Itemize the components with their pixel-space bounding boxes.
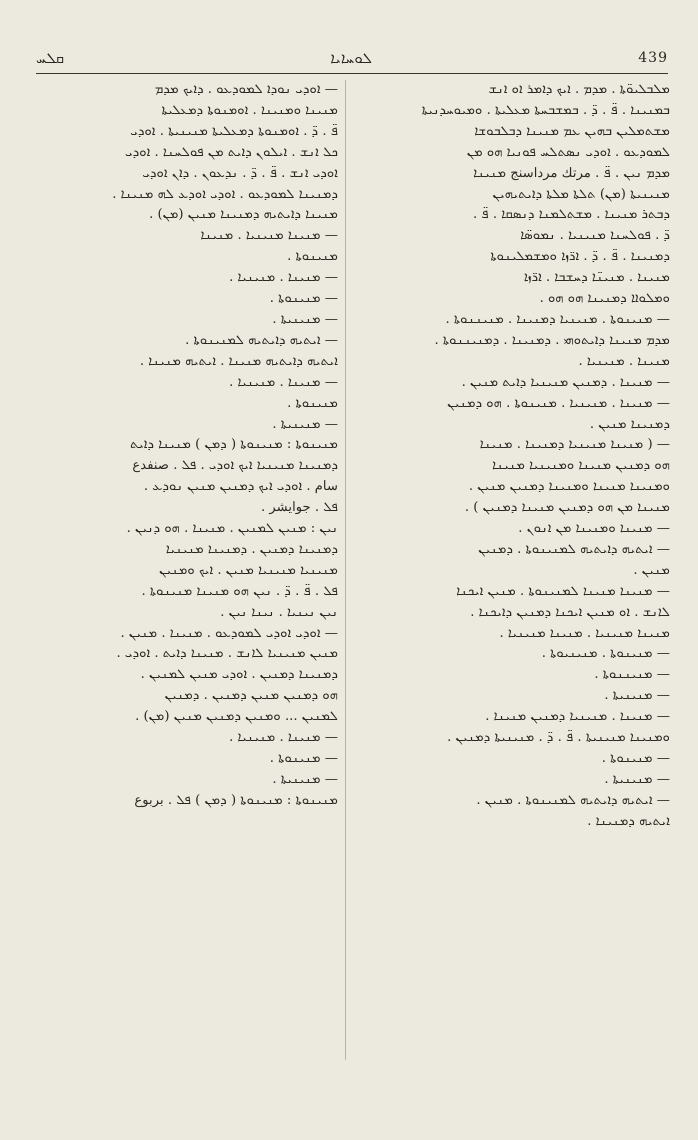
text-line: — ܡܢܝܢܘܬܐ . ܡܢܝܢܝܐ ܕܡܢܝܢܐ . ܡܢܝܢܢܘܬܐ . (445, 311, 670, 327)
text-line: ܠܡܢܝܢ ... ܘܡܢܝܢ ܕܡܢܝܢ ܡܢܝܢ (ܡܢ) . (135, 709, 338, 725)
text-line: — ܡܢܝܢܝܬܐ . (272, 771, 338, 787)
column-divider (345, 80, 346, 1060)
text-line: — ܡܢܝܢܐ . ܡܢܝܢܝܐ . ܡܢܝܢܘܬܐ . ܗܘ ܕܡܢܝܢ (447, 395, 670, 411)
text-line: ܡܢܝܢܝܐ ܡܢܝܢܝܐ ܡܢܝܢ . ܐܝܟ ܘܡܢܝܢ (159, 562, 338, 578)
text-line: — ܡܢܝܢܘܬܐ . (601, 751, 670, 766)
text-line: — ܐܝܬܝܗ ܕܐܝܬܝܗ ܠܡܢܝܢܘܬܐ . ܕܡܢܝܢ (478, 541, 670, 557)
text-line: — ܡܢܝܢܐ ܡܢܝܢܐ ܠܡܢܝܢܘܬܐ . ܡܢܝܢ ܐܝܟܢܐ (456, 583, 670, 599)
text-line: ܠܐܢܫ . ܐܘ ܡܢܝܢ ܐܝܟܢܐ ܕܡܢܝܢ ܕܐܝܟܢܐ . (470, 604, 670, 620)
text-line: — ܡܢܝܢܢܘܬܐ . (594, 667, 670, 683)
page-number: 439 (638, 50, 668, 66)
text-line: ܡܢܝܢܝܬܐ (ܡܢ) ܬܠܬܐ ܡܠܬܐ ܕܐܝܬܝܗܝܢ (492, 186, 670, 202)
text-line: ܕ̈ . ܦܘܠܚܢܐ ܡܢܝܢܝܐ . ܢܡܘܣ̈ܐ (520, 228, 670, 244)
text-line: ܡܢܝܢܐ . ܡܢܝܢܝܐ . (578, 353, 670, 369)
text-line: ܗܘ ܕܡܢܝܢ ܡܢܝܢ ܕܡܢܝܢ . ܕܡܢܝܢ (164, 688, 338, 704)
text-line: سام . ܐܘܕܝ ܐܝܟ ܕܡܢܝܢ ܡܢܝܢ ܢܘܕܥ . (143, 479, 338, 495)
text-line: ܕܡܢܝܢܐ . ܦ̈ . ܕ̈ . ܐܪ̈ܙܐ ܘܡܫܡܠܝܢܘܬܐ (490, 249, 670, 265)
text-line: ܐܝܬܝܗ ܕܐܝܬܝܗ ܡܢܝܢܐ . ܐܝܬܝܗ ܡܢܝܢܐ . (139, 353, 338, 369)
text-line: — ܡܢܝܢܐ ܡܢܝܢܝܐ . ܡܢܝܢܐ (200, 228, 338, 244)
text-line: ܡܢܝܢܘܬܐ : ܡܢܝܢܘܬܐ ( ܕܡܢ ) ܦܠ . بربوع (134, 792, 338, 808)
text-line: — ܡܢܝܢܘܬܐ . (269, 291, 338, 307)
text-line: ܡܢܝܢܘܬܐ . (287, 395, 338, 411)
text-line: — ܐܝܬܝܗ ܕܐܝܬܝܗ ܠܡܢܝܢܘܬܐ . (185, 332, 338, 348)
text-line: ܘܡܢܝܢܐ ܡܢܝܢܐ ܘܡܢܝܢܐ ܕܡܢܝܢ ܡܢܝܢ . (468, 479, 670, 495)
text-line: ܡܢܝܢܐ ܡܢ ܗܘ ܕܡܢܝܢ ܡܢܝܢܐ ܕܡܢܝܢ ) . (464, 500, 670, 516)
text-line: — ܡܢܝܢܐ . ܡܢܝܢܝܐ . (229, 730, 338, 746)
text-line: — ܡܢܝܢܝܬܐ . (604, 771, 670, 787)
text-line: ܢܝܢ ܢܝܢܝܐ . ܢܝܢܐ ܢܝܢ . (220, 604, 338, 620)
text-line: ܡܢܝܢܐ ܡܢܝܢܝܐ . ܡܢܝܢܐ ܡܢܝܢܝܐ . (499, 625, 670, 641)
text-line: ܠܡܘܕܥܘ . ܐܘܕܝ ܢܣܬܠܚ ܦܘܢܝܐ ܗܘ ܡܢ (466, 144, 670, 160)
text-line: — ܡܢܝܢܐ ܘܡܢܝܢܐ ܡܢ ܐܢܘܢ . (518, 521, 670, 537)
text-line: ܢܝܢ : ܡܢܝܢ ܠܡܢܝܢ . ܡܢܝܢܐ . ܗܘ ܕܢܝܢ . (126, 521, 338, 537)
header-left-word: ܩܠܚ (36, 49, 65, 67)
text-line: — ܐܝܬܝܗ ܕܐܝܬܝܗ ܠܡܢܝܢܘܬܐ . ܡܢܝܢ . (476, 792, 670, 808)
text-line: — ܡܢܝܢܝܬܐ . (272, 416, 338, 432)
text-line: ܦܠ . جوايشر . (260, 500, 338, 516)
text-line: ܕܡܢܝܢܐ ܕܡܢܝܢ . ܕܡܢܝܢܐ ܡܢܝܢܝܐ (165, 541, 338, 557)
text-line: ܡܫܬܡܠܝܢ ܒܗܝܢ ܥܡ ܡܢܝܢܐ ܕܒܠܒܘܫܐ (474, 123, 670, 139)
text-line: — ܡܢܝܢܝܬܐ . (604, 688, 670, 704)
text-line: — ܡܢܝܢܘܬܐ . (269, 751, 338, 766)
text-line: — ܡܢܝܢܐ . ܡܢܝܢܝܐ . (229, 270, 338, 286)
text-line: — ܡܢܝܢܐ . ܡܢܝܢܝܐ . (229, 374, 338, 390)
text-line: — ܡܢܝܢܝܬܐ . (272, 311, 338, 327)
text-line: ܘܡܠܘܐܐ ܕܡܢܝܢܐ ܗܘ ܗܘ . (539, 291, 670, 307)
text-line: ܘܡܢܝܢܐ ܡܢܝܢܝܬܐ . ܦ̈ . ܕ̈ . ܡܢܝܢܝܬܐ ܕܡܢܝܢ . (447, 730, 670, 746)
text-line: ܐܘܕܝ ܐܢܫ . ܦ̈ . ܕ̈ . ܢܕܥܘܢ . ܕܐܢ ܐܘܕܝ (142, 165, 338, 181)
text-line: — ܡܢܝܢܐ . ܕܡܢܝܢ ܡܢܝܢܝܐ ܕܐܝܬ ܡܢܝܢ . (461, 374, 670, 390)
text-line: ܕܡܢܝܢܐ ܠܡܘܕܥܘ . ܐܘܕܝ ܐܘܕܥ ܠܗ ܡܢܝܢܐ . (112, 186, 338, 202)
text-line: ܕܡܢܝܢܐ ܡܢܝܢ . (589, 416, 670, 432)
right-column (354, 80, 670, 833)
text-line: ܟܠ ܐܢܫ . ܐܝܠܘܢ ܕܐܝܬ ܡܢ ܦܘܠܚܢܐ . ܐܘܕܝ (125, 144, 338, 160)
text-line: ܡܕܡ ܢܝܢ . ܦ̈ . مرتك مرداسنج ܡܢܝܢܐ (473, 165, 670, 181)
text-line: — ܐܘܕܝ ܐܘܕܝ ܠܡܘܕܥܘ . ܡܢܝܢܐ . ܡܢܝܢ . (120, 625, 338, 641)
text-line: ܡܢܝܢ ܡܢܝܢܝܐ ܠܐܢܫ . ܡܢܝܢܐ ܕܐܝܬ . ܐܘܕܝ . (116, 646, 338, 662)
text-line: ܕܒܬܪ ܡܢܝܢܐ . ܡܫܬܠܡܢܐ ܕܢܣܩܐ . ܦ̈ . (473, 207, 670, 223)
text-line: ܒܡܢܝܢܐ . ܦ̈ . ܕ̈ . ܒܡܫܒܚܬܐ ܡܥܠܝܬܐ . ܘܡܝܘܚܕܢܝܬܐ (421, 102, 670, 118)
text-line: ܡܠܒܠܝܘ̈ܬܐ . ܡܕܡ . ܐܝܟ ܕܐܡܪ ܐܘ ܐܢܫ (488, 82, 670, 97)
text-line: ܡܢܝܢ . (633, 562, 670, 578)
header-title: ܠܘܚܐܝܐ (330, 49, 372, 67)
text-line: ܡܢܝܢܘܬܐ . (287, 249, 338, 265)
text-line: — ܡܢܝܢܐ . ܡܢܝܢܝܐ ܕܡܢܝܢ ܡܢܝܢܐ . (485, 709, 670, 725)
text-line: — ܐܘܕܝ ܢܘܕܐ ܠܡܘܕܥܘ . ܕܐܝܟ ܡܕܡ (154, 82, 338, 97)
text-line: ܡܢܝܢܘܬܐ : ܡܢܝܢܘܬܐ ( ܕܡܢ ) ܡܢܝܢܐ ܕܐܝܬ (130, 437, 338, 453)
text-line: — ܡܢܝܢܘܬܐ . ܡܢܝܢܝܘܬܐ . (541, 646, 670, 662)
text-line: ܡܢܝܢܐ ܕܐܝܬܝܗ ܕܡܢܝܢܐ ܡܢܝܢ (ܡܢ) . (149, 207, 338, 223)
text-line: ܦ̈ . ܕ̈ . ܐܘܡܢܘܬܐ ܕܡܥܠܝܬܐ ܡܢܝܢܝܬܐ . ܐܘܕܝ (130, 123, 338, 139)
text-line: — ( ܡܢܝܢܐ ܡܢܝܢܝܐ ܕܡܢܝܢܐ . ܡܢܝܢܐ (479, 437, 670, 453)
header-rule (36, 73, 668, 74)
text-line: ܕܡܢܝܢܐ ܡܢܝܢܝܐ ܐܝܟ ܐܘܕܝ . ܦܠ . صنفدع (132, 458, 338, 474)
text-line: ܐܝܬܝܗ ܕܡܢܝܢܐ . (587, 813, 670, 829)
running-header (36, 46, 668, 70)
text-line: ܡܢܝܢܐ ܘܡܢܝܢܐ . ܐܘܡܢܘܬܐ ܕܡܥܠܝܬܐ (161, 102, 338, 118)
text-line: ܕܡܢܝܢܐ ܕܡܢܝܢ . ܐܘܕܝ ܡܢܝܢ ܠܡܢܝܢ . (140, 667, 338, 683)
text-line: ܦܠ . ܦ̈ . ܕ̈ . ܢܝܢ ܗܘ ܡܢܝܢܐ ܡܢܝܢܘܬܐ . (141, 583, 338, 599)
left-column (38, 80, 338, 812)
text-line: ܡܢܝܢܐ . ܡܢܝܢ̈ܐ ܕܚܫܒܐ . ܐܪ̈ܙܐ (523, 270, 670, 286)
text-line: ܗܘ ܕܡܢܝܢ ܡܢܝܢܐ ܘܡܢܝܢܝܐ ܡܢܝܢܐ (492, 458, 670, 474)
text-line: ܡܕܡ ܡܢܝܢܐ ܕܐܝܬܘܗܝ . ܕܡܢܝܢܐ . ܕܡܢܝܢܢܘܬܐ . (434, 332, 670, 348)
